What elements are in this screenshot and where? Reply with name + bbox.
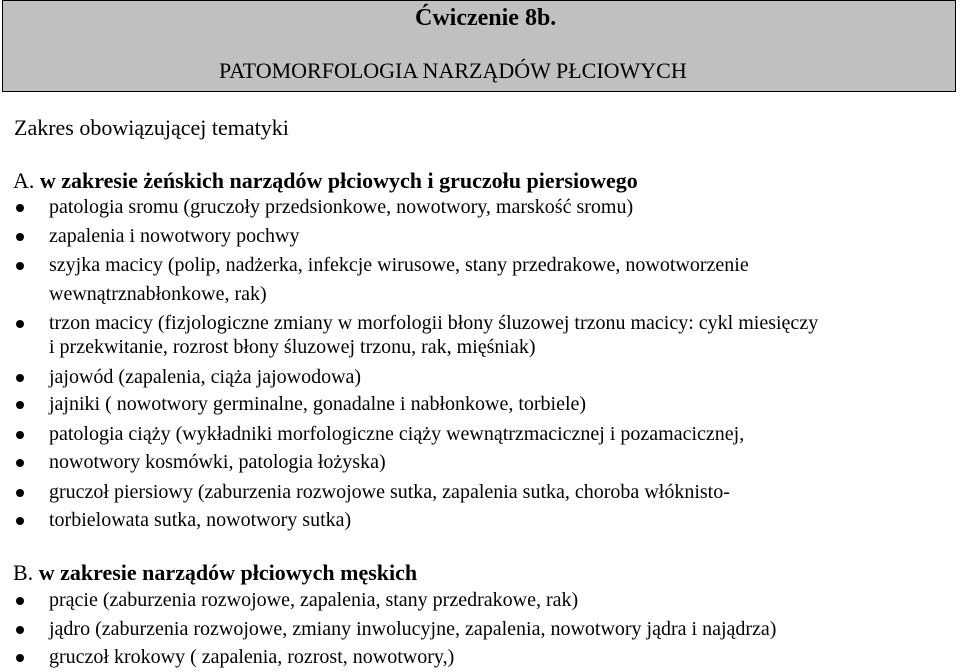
list-item-continuation — [0, 333, 960, 362]
section-a-title: w zakresie żeńskich narządów płciowych i gruczołu piersiowego — [39, 168, 638, 193]
list-item-text: prącie (zaburzenia rozwojowe, zapalenia, stany przedrakowe, rak) — [49, 589, 579, 611]
list-item-text: i przekwitanie, rozrost błony śluzowej trzonu, rak, mięśniak) — [49, 336, 536, 358]
bullet-icon — [16, 204, 24, 212]
list-item — [0, 615, 960, 644]
bullet-icon — [16, 626, 24, 634]
list-item — [0, 193, 960, 222]
scope-heading: Zakres obowiązującej tematyki — [14, 115, 289, 140]
section-a-heading — [13, 168, 638, 194]
bullet-icon — [16, 459, 24, 467]
list-item — [0, 420, 960, 449]
list-item-text: zapalenia i nowotwory pochwy — [49, 225, 300, 247]
bullet-icon — [16, 517, 24, 525]
list-item-text: jajowód (zapalenia, ciąża jajowodowa) — [49, 366, 362, 388]
list-item — [0, 643, 960, 672]
list-item-text: trzon macicy (fizjologiczne zmiany w morfologii błony śluzowej trzonu macicy: cykl miesięczy — [49, 312, 819, 334]
list-item — [0, 448, 960, 477]
bullet-icon — [16, 262, 24, 270]
list-item — [0, 222, 960, 251]
bullet-icon — [16, 489, 24, 497]
bullet-icon — [16, 431, 24, 439]
list-item-continuation — [0, 280, 960, 309]
bullet-icon — [16, 401, 24, 409]
list-item-text: torbielowata sutka, nowotwory sutka) — [49, 509, 352, 531]
section-b-heading — [13, 560, 417, 586]
list-item — [0, 390, 960, 419]
list-item-text: wewnątrznabłonkowe, rak) — [49, 283, 267, 305]
title-banner — [2, 0, 956, 92]
list-item-text: gruczoł piersiowy (zaburzenia rozwojowe sutka, zapalenia sutka, choroba włóknisto- — [49, 481, 730, 503]
section-b-letter: B. — [13, 560, 34, 585]
bullet-icon — [16, 233, 24, 241]
list-item — [0, 478, 960, 507]
list-item-text: jajniki ( nowotwory germinalne, gonadalne i nabłonkowe, torbiele) — [49, 393, 587, 415]
list-item — [0, 251, 960, 280]
list-item-text: patologia ciąży (wykładniki morfologiczne ciąży wewnątrzmacicznej i pozamacicznej, — [49, 423, 745, 445]
exercise-title: Ćwiczenie 8b. — [415, 5, 557, 31]
list-item-text: gruczoł krokowy ( zapalenia, rozrost, nowotwory,) — [49, 646, 455, 668]
list-item-text: nowotwory kosmówki, patologia łożyska) — [49, 451, 386, 473]
bullet-icon — [16, 597, 24, 605]
section-b-title: w zakresie narządów płciowych męskich — [38, 560, 418, 585]
exercise-subtitle: PATOMORFOLOGIA NARZĄDÓW PŁCIOWYCH — [219, 58, 687, 83]
list-item-text: szyjka macicy (polip, nadżerka, infekcje wirusowe, stany przedrakowe, nowotworzenie — [49, 254, 749, 276]
bullet-icon — [16, 374, 24, 382]
list-item-text: jądro (zaburzenia rozwojowe, zmiany inwolucyjne, zapalenia, nowotwory jądra i najądrza) — [49, 618, 777, 640]
bullet-icon — [16, 320, 24, 328]
section-a-letter: A. — [13, 168, 35, 193]
list-item — [0, 586, 960, 615]
bullet-icon — [16, 654, 24, 662]
list-item-text: patologia sromu (gruczoły przedsionkowe, nowotwory, marskość sromu) — [49, 196, 634, 218]
list-item — [0, 506, 960, 535]
list-item — [0, 363, 960, 392]
